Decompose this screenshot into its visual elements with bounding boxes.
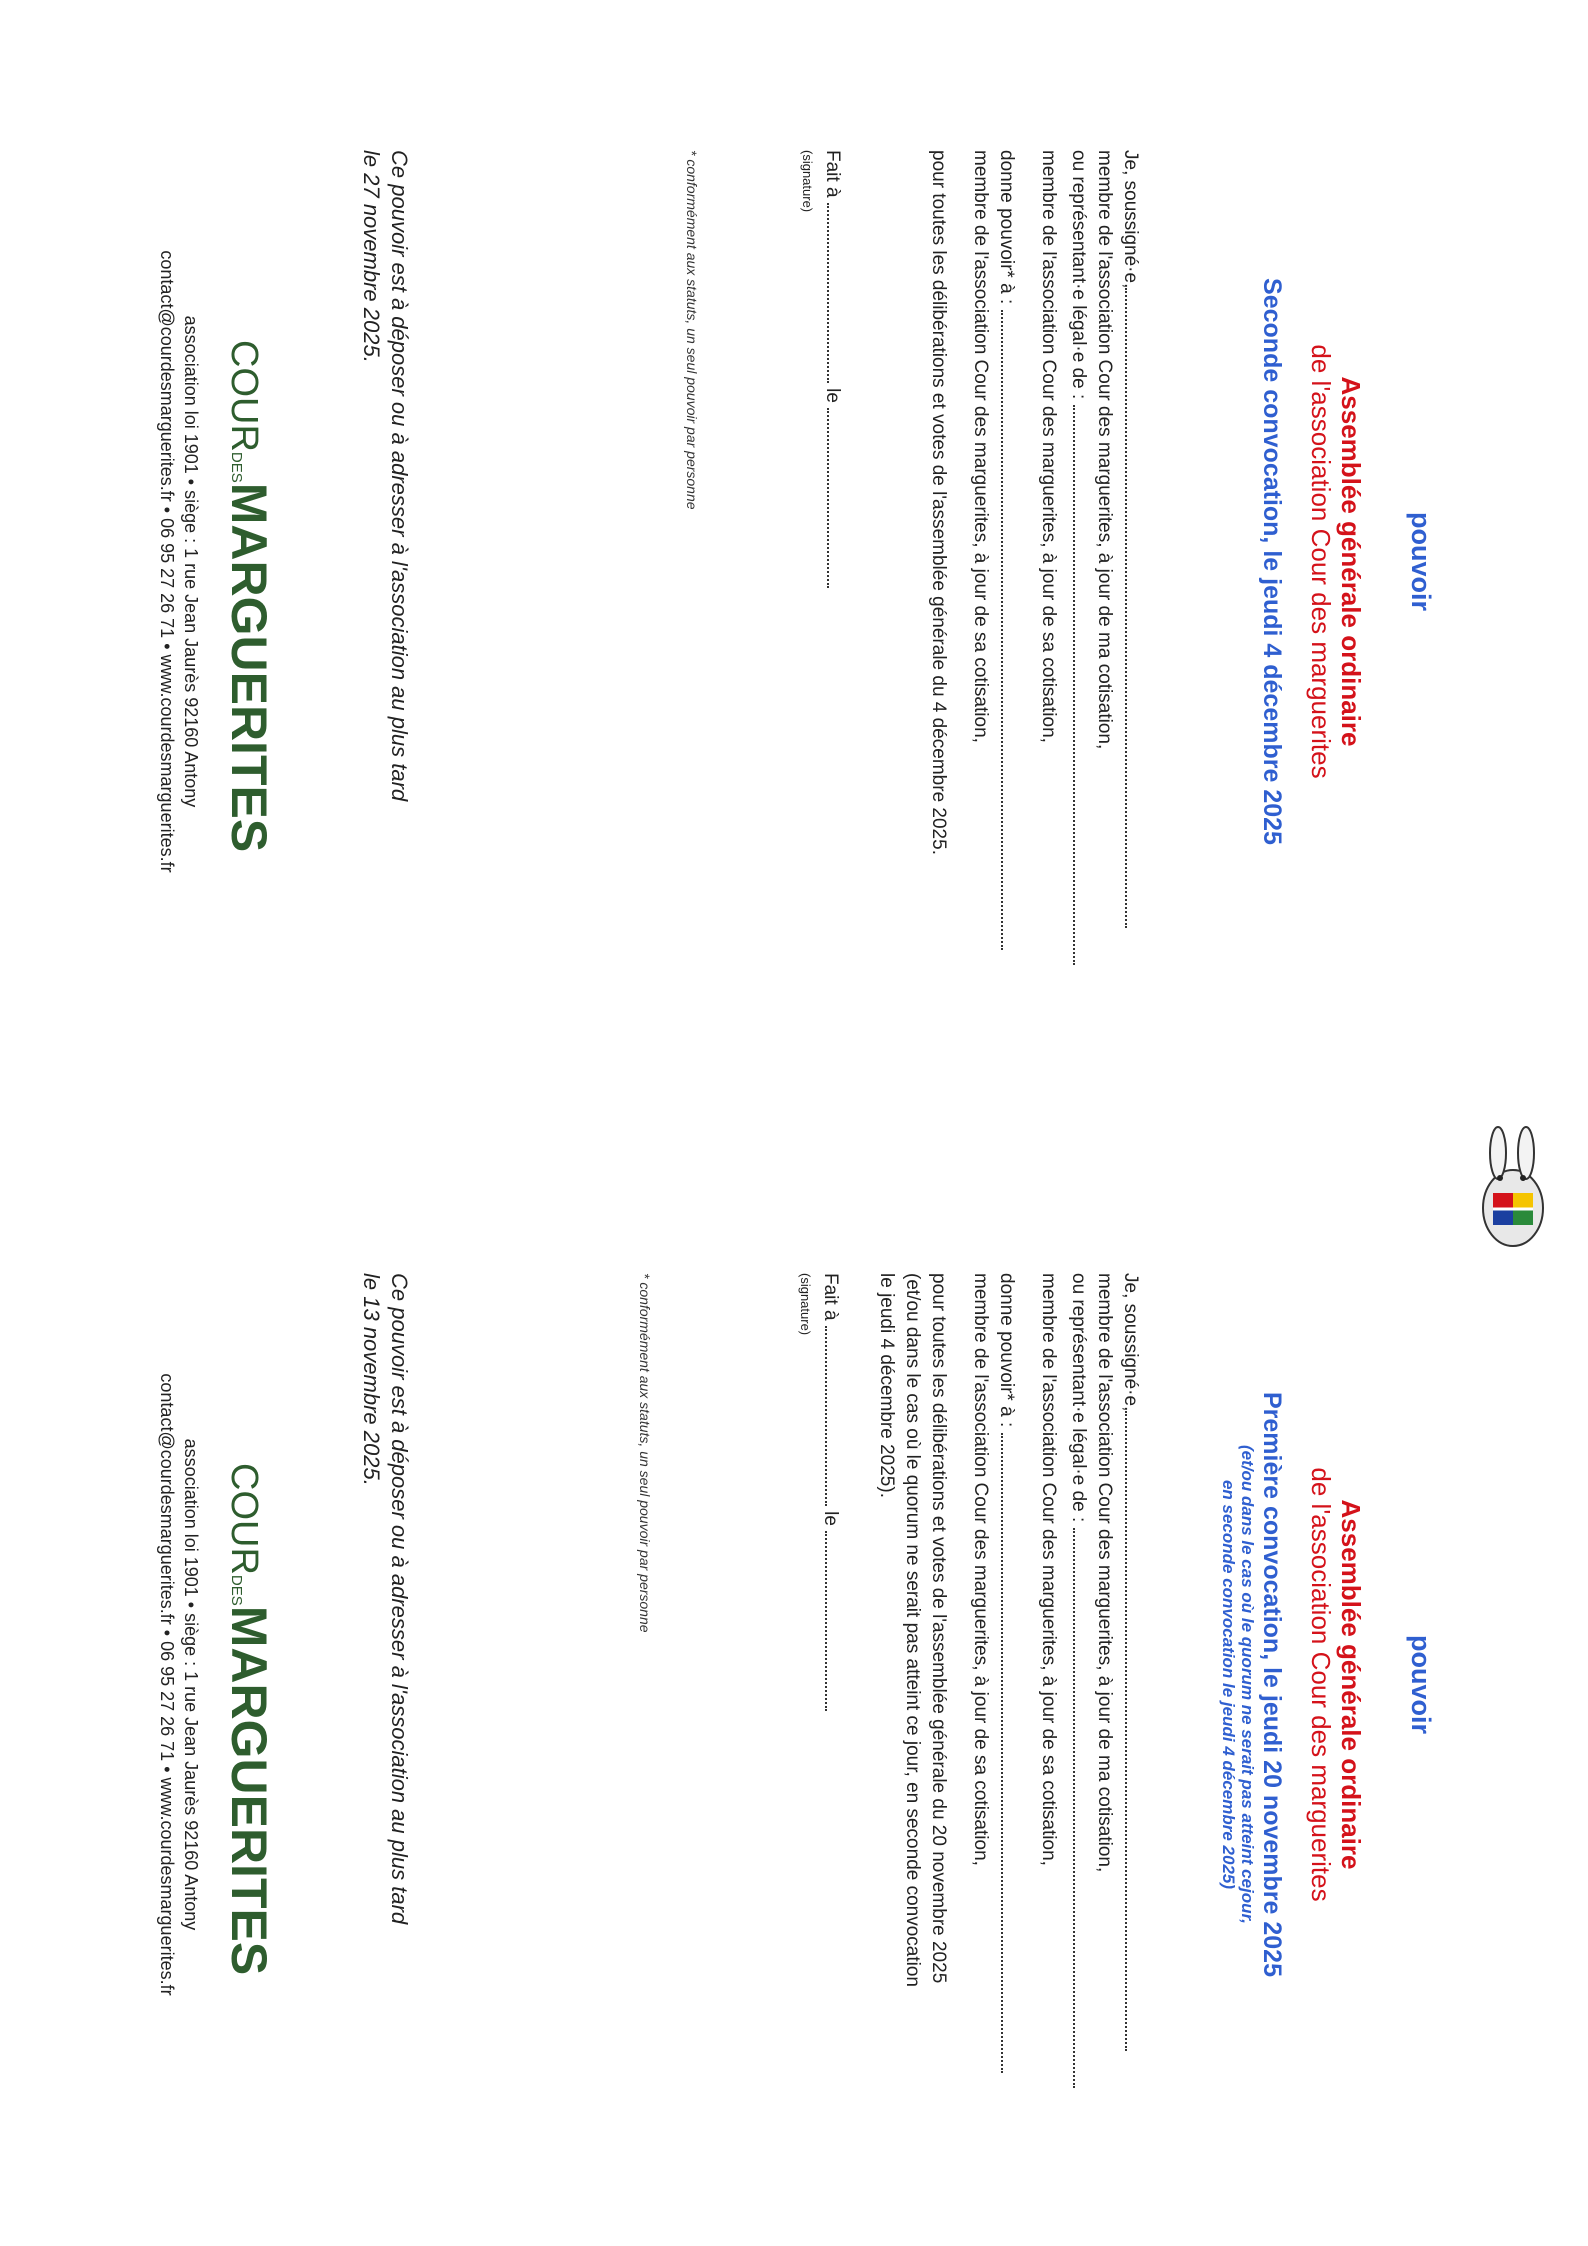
footnote: * conformément aux statuts, un seul pouvoir par personne <box>637 1273 653 1633</box>
fait-a-line <box>819 150 845 1000</box>
representant-label: ou représentant·e légal·e de : <box>1068 150 1089 400</box>
assembly-title: Assemblée générale ordinaire <box>1336 376 1366 747</box>
association-prefix: de l'association <box>1306 1467 1336 1652</box>
representant-line <box>1065 1273 1091 2123</box>
donne-pouvoir-label: donne pouvoir* à : <box>996 150 1017 305</box>
contact-line-1: association loi 1901 • siège : 1 rue Jean Jaurès 92160 Antony <box>181 1438 201 1931</box>
contact-line-2: contact@courdesmarguerites.fr • 06 95 27 26 71 • www.courdesmarguerites.fr <box>157 250 177 873</box>
logo-marguerites: MARGUERITES <box>221 482 277 853</box>
form-stage <box>0 1123 1588 2246</box>
fait-a-label: Fait à <box>822 150 843 198</box>
fait-a-label: Fait à <box>820 1273 841 1321</box>
date-field[interactable] <box>827 408 844 588</box>
rabbit-mascot-icon <box>1438 1123 1588 1273</box>
deposit-notice <box>357 150 413 850</box>
name-field[interactable] <box>1125 1411 1142 2051</box>
le-label: le <box>820 1511 841 1526</box>
contact-line-2: contact@courdesmarguerites.fr • 06 95 27 26 71 • www.courdesmarguerites.fr <box>157 1373 177 1996</box>
association-line <box>1305 0 1336 1123</box>
logo-text <box>220 1463 278 1975</box>
assembly-title: Assemblée générale ordinaire <box>1336 1499 1366 1870</box>
convocation-note-1: (et/ou dans le cas où le quorum ne serait pas atteint cejour, <box>1238 1445 1257 1924</box>
convocation-note <box>1219 1123 1257 2246</box>
donne-pouvoir-line <box>993 1273 1019 2123</box>
contact-block <box>155 1123 203 2246</box>
membre-line: membre de l'association Cour des marguerites, à jour de ma cotisation, <box>1094 1273 1115 1873</box>
logo-text <box>220 340 278 852</box>
donne-pouvoir-label: donne pouvoir* à : <box>996 1273 1017 1428</box>
soussigne-line <box>1117 1273 1143 2123</box>
soussigne-label: Je, soussigné·e, <box>1120 1273 1141 1412</box>
proxy-form-first-convocation <box>0 1123 1588 2246</box>
date-field[interactable] <box>825 1531 842 1711</box>
membre-sa-line: membre de l'association Cour des marguerites, à jour de sa cotisation, <box>1038 150 1059 743</box>
proxy-body <box>799 150 1143 1000</box>
donne-pouvoir-line <box>993 150 1019 1000</box>
representant-label: ou représentant·e légal·e de : <box>1068 1273 1089 1523</box>
name-field[interactable] <box>1125 288 1142 928</box>
deliberations-line-2: (et/ou dans le cas où le quorum ne serait pas atteint ce jour, en seconde convocation <box>902 1273 923 1988</box>
convocation-date: Seconde convocation, le jeudi 4 décembre 2025 <box>1258 278 1286 845</box>
deliberations-line-3: le jeudi 4 décembre 2025). <box>876 1273 897 1498</box>
association-name: Cour des marguerites <box>1306 528 1336 779</box>
soussigne-label: Je, soussigné·e, <box>1120 150 1141 289</box>
representant-field[interactable] <box>1073 1528 1090 2088</box>
contact-block <box>155 0 203 1123</box>
signature-label: (signature) <box>800 150 815 213</box>
signature-label: (signature) <box>798 1273 813 1336</box>
deposit-notice <box>357 1273 413 1973</box>
membre-sa2-line: membre de l'association Cour des marguerites, à jour de sa cotisation, <box>970 150 991 743</box>
soussigne-line <box>1117 150 1143 1000</box>
deposit-line-2: le 27 novembre 2025. <box>359 150 384 363</box>
membre-line: membre de l'association Cour des marguerites, à jour de ma cotisation, <box>1094 150 1115 750</box>
form-title: pouvoir <box>1406 512 1436 611</box>
fait-a-line <box>817 1273 843 2123</box>
deposit-line-1: Ce pouvoir est à déposer ou à adresser à l'association au plus tard <box>387 150 412 802</box>
membre-sa-line: membre de l'association Cour des marguerites, à jour de sa cotisation, <box>1038 1273 1059 1866</box>
logo-cour: COUR <box>223 1463 265 1575</box>
contact-line-1: association loi 1901 • siège : 1 rue Jean Jaurès 92160 Antony <box>181 315 201 808</box>
deliberations-line: pour toutes les délibérations et votes de l'assemblée générale du 4 décembre 2025. <box>928 150 949 855</box>
logo-cour: COUR <box>223 340 265 452</box>
logo-des: DES <box>228 1574 245 1606</box>
le-label: le <box>822 388 843 403</box>
place-field[interactable] <box>825 1326 842 1506</box>
representant-field[interactable] <box>1073 405 1090 965</box>
deliberations-line-1: pour toutes les délibérations et votes de l'assemblée générale du 20 novembre 2025 <box>928 1273 949 1984</box>
proxy-holder-field[interactable] <box>1001 1433 1018 2073</box>
association-line <box>1305 1123 1336 2246</box>
proxy-holder-field[interactable] <box>1001 310 1018 950</box>
convocation-note-2: en seconde convocation le jeudi 4 décembre 2025) <box>1219 1479 1238 1890</box>
place-field[interactable] <box>827 203 844 383</box>
deposit-line-2: le 13 novembre 2025. <box>359 1273 384 1486</box>
logo-des: DES <box>228 451 245 483</box>
footnote: * conformément aux statuts, un seul pouvoir par personne <box>684 150 700 510</box>
logo-marguerites: MARGUERITES <box>221 1605 277 1976</box>
association-prefix: de l'association <box>1306 344 1336 529</box>
form-title: pouvoir <box>1406 1635 1436 1734</box>
convocation-date: Première convocation, le jeudi 20 novembre 2025 <box>1258 1392 1286 1977</box>
rotated-page <box>0 1123 1588 2246</box>
representant-line <box>1065 150 1091 1000</box>
deposit-line-1: Ce pouvoir est à déposer ou à adresser à l'association au plus tard <box>387 1273 412 1925</box>
membre-sa2-line: membre de l'association Cour des marguerites, à jour de sa cotisation, <box>970 1273 991 1866</box>
association-name: Cour des marguerites <box>1306 1651 1336 1902</box>
proxy-body <box>797 1273 1143 2123</box>
